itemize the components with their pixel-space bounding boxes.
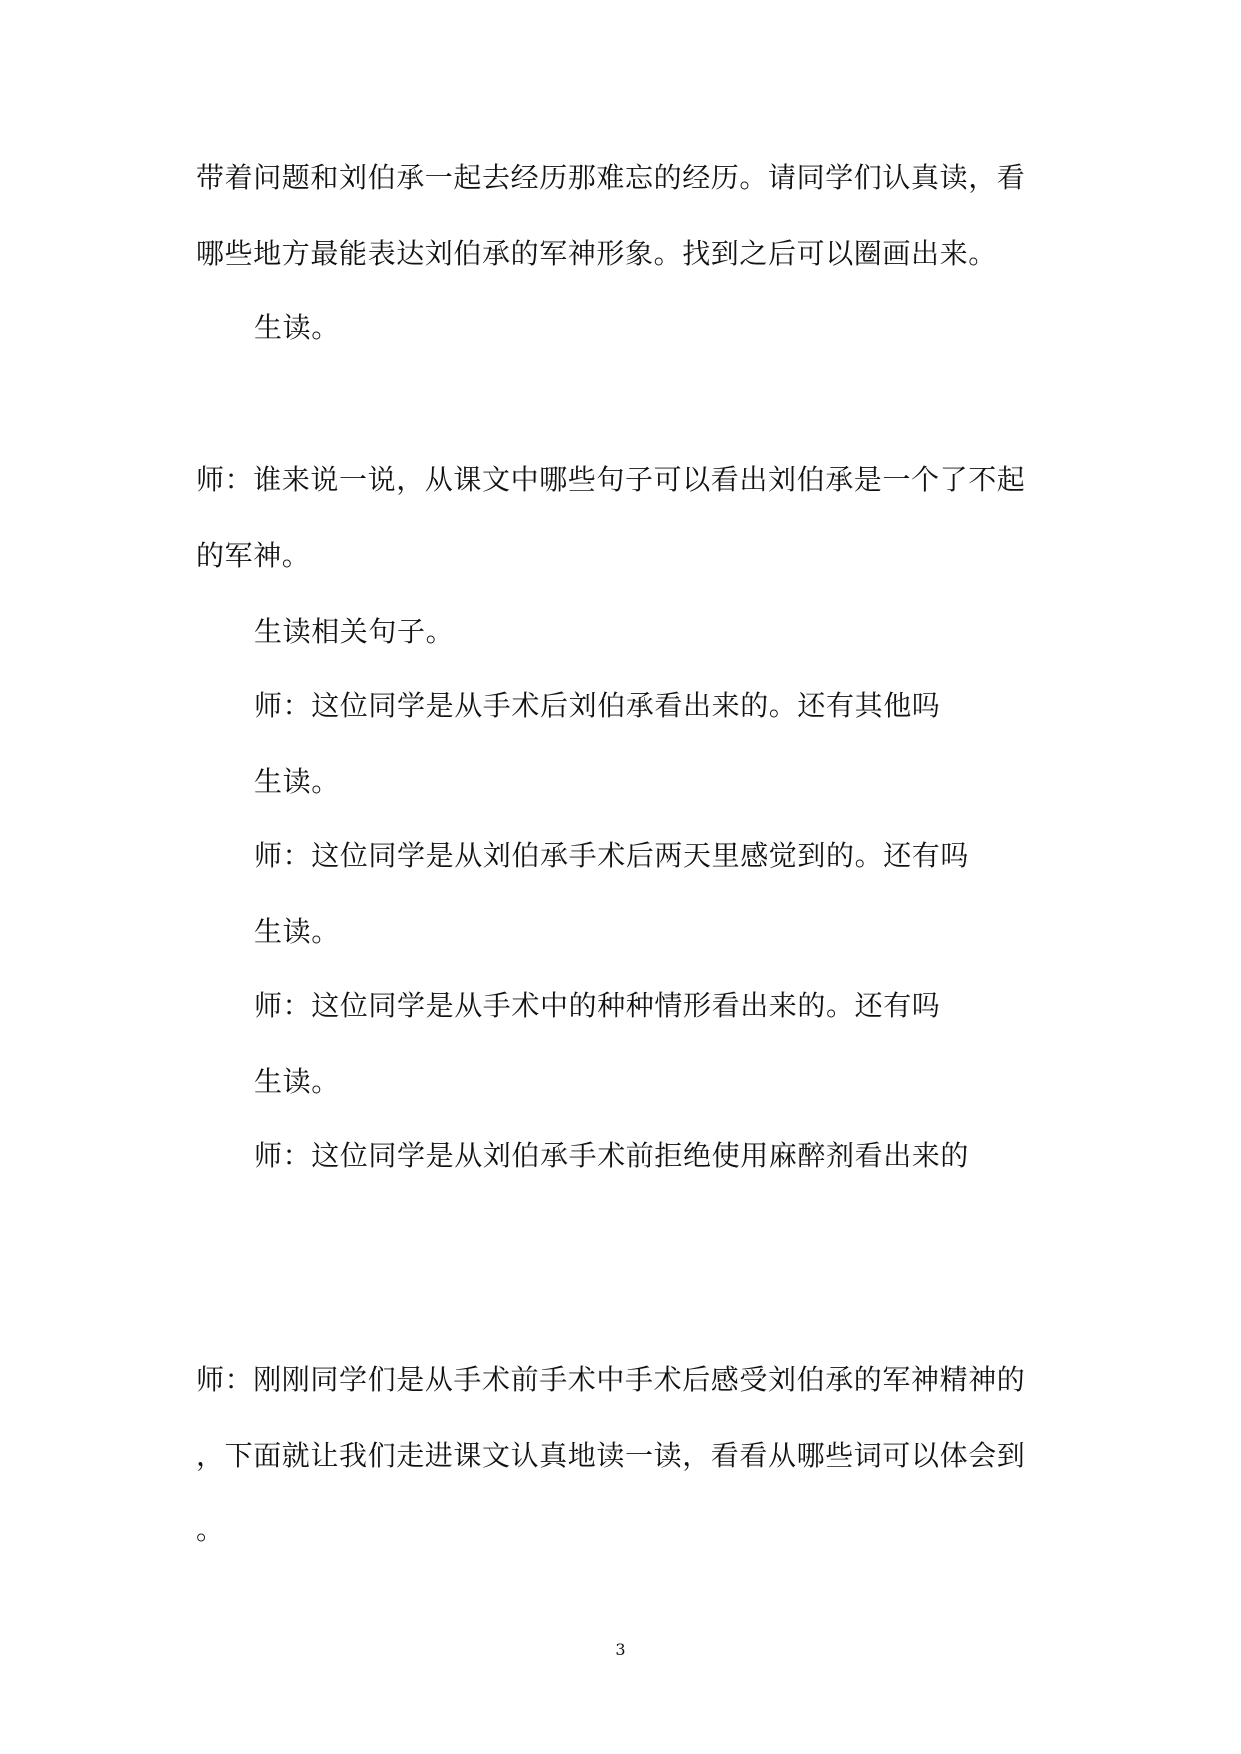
- student-reads-sentences: 生读相关句子。: [254, 615, 455, 648]
- teacher-summary-line-2: ，下面就让我们走进课文认真地读一读，看看从哪些词可以体会到: [196, 1439, 1026, 1472]
- teacher-question-line-1: 师：谁来说一说，从课文中哪些句子可以看出刘伯承是一个了不起: [196, 463, 1026, 496]
- teacher-comment-3: 师：这位同学是从手术中的种种情形看出来的。还有吗: [254, 989, 941, 1022]
- teacher-summary-line-3: 。: [196, 1513, 225, 1546]
- student-reads-line-2: 生读。: [254, 765, 340, 798]
- teacher-question-line-2: 的军神。: [196, 539, 311, 572]
- teacher-comment-4: 师：这位同学是从刘伯承手术前拒绝使用麻醉剂看出来的: [254, 1139, 970, 1172]
- paragraph-line-1: 带着问题和刘伯承一起去经历那难忘的经历。请同学们认真读，看: [196, 161, 1026, 194]
- teacher-summary-line-1: 师：刚刚同学们是从手术前手术中手术后感受刘伯承的军神精神的: [196, 1363, 1026, 1396]
- paragraph-line-2: 哪些地方最能表达刘伯承的军神形象。找到之后可以圈画出来。: [196, 237, 997, 270]
- page-number: 3: [615, 1640, 626, 1659]
- student-reads-line-1: 生读。: [254, 311, 340, 344]
- student-reads-line-4: 生读。: [254, 1065, 340, 1098]
- teacher-comment-2: 师：这位同学是从刘伯承手术后两天里感觉到的。还有吗: [254, 839, 970, 872]
- student-reads-line-3: 生读。: [254, 915, 340, 948]
- teacher-comment-1: 师：这位同学是从手术后刘伯承看出来的。还有其他吗: [254, 689, 941, 722]
